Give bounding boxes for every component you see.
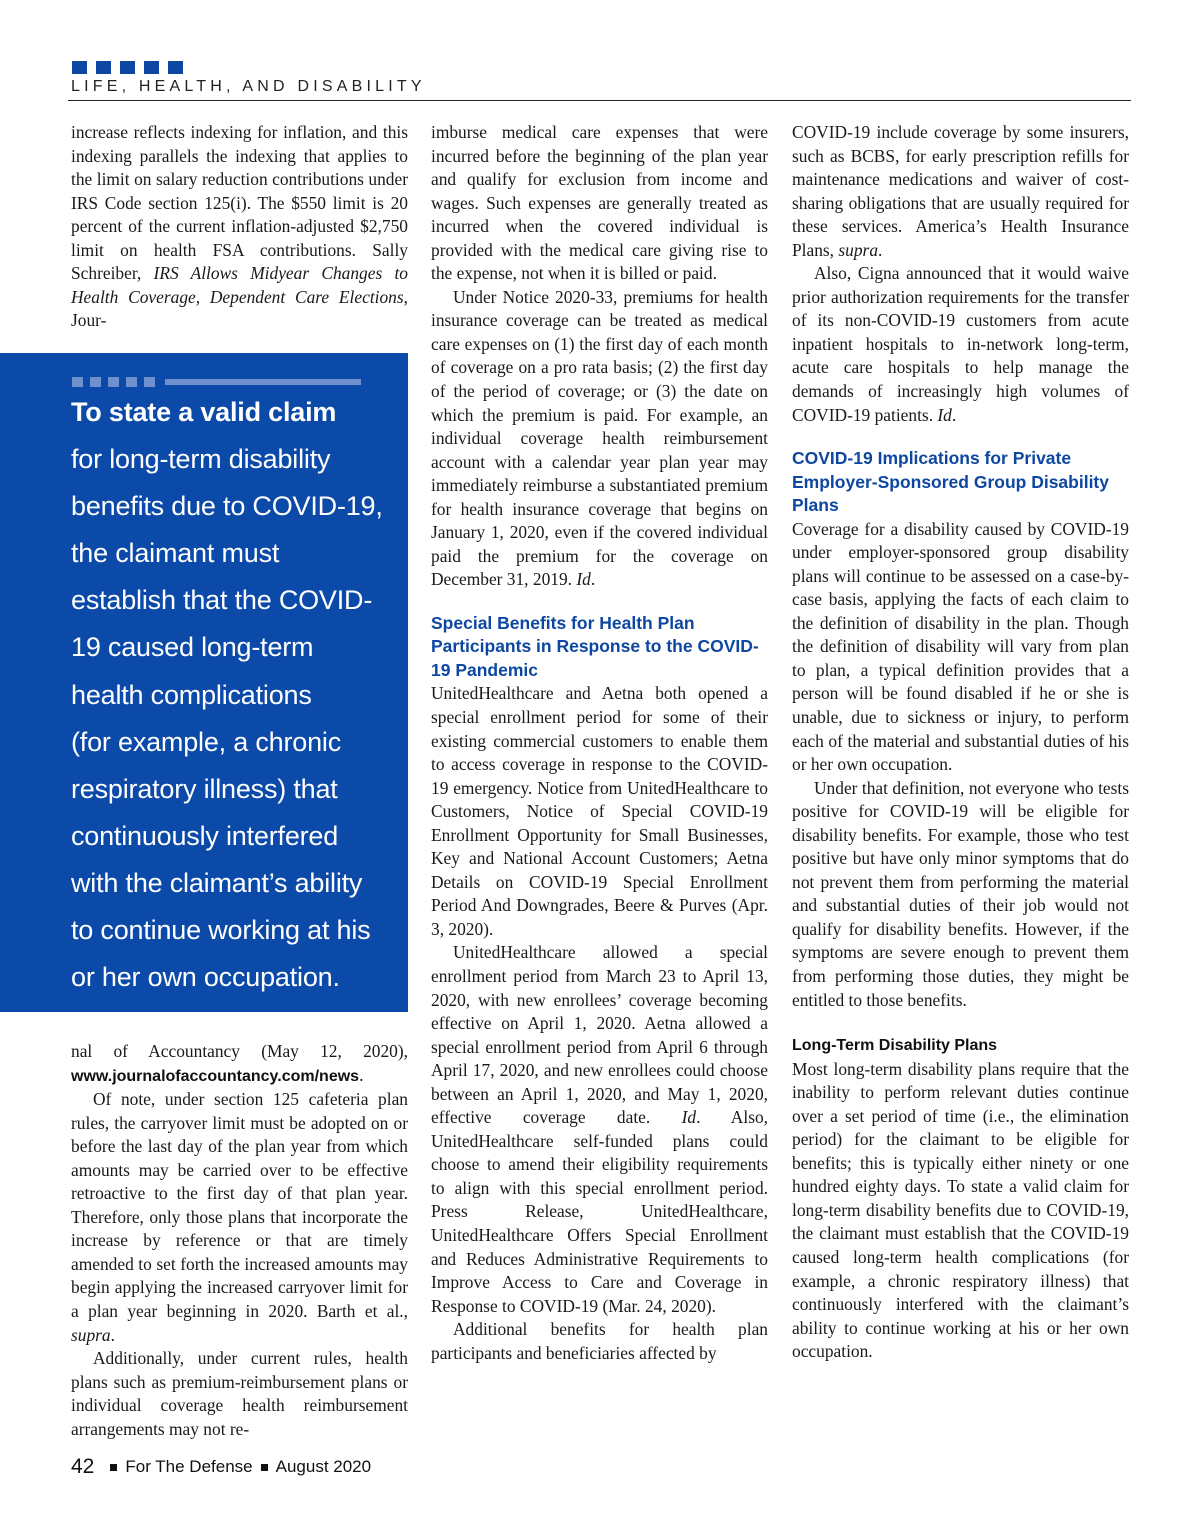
column-2 bbox=[431, 121, 768, 1365]
column-1 bbox=[71, 121, 408, 333]
header-square bbox=[168, 61, 183, 74]
column-1-continued bbox=[71, 1040, 408, 1441]
col3-paragraph-4: Under that definition, not everyone who tests positive for COVID-19 will be eligible for disability benefits. For example, those who test positive but have only minor symptoms that do not prevent them from performing the material and substantial duties of their job would not qualify for disability benefits. However, if the symptoms are severe enough to prevent them from performing those duties, they might be entitled to those benefits. bbox=[792, 777, 1129, 1010]
pull-quote bbox=[0, 353, 408, 1012]
subheading-long-term-disability: Long-Term Disability Plans bbox=[792, 1037, 998, 1055]
col2-paragraph-3: UnitedHealthcare and Aetna both opened a special enrollment period for some of their existing commercial customers to enable them to access coverage in response to the COVID-19 emergency. Notice from UnitedHealthcare to Customers, Notice of Special COVID-19 Enrollment Opportunity for Small Businesses, Key and National Account Customers; Aetna Details on COVID-19 Special Enrollment Period And Downgrades, Beere & Purves (Apr. 3, 2020). bbox=[431, 683, 768, 939]
pull-quote-lead: To state a valid claim bbox=[71, 397, 337, 427]
header-squares-decoration bbox=[72, 61, 183, 74]
col3-paragraph-1: COVID-19 include coverage by some insurers, such as BCBS, for early prescription refills for maintenance medications and waiver of cost-sharing obligations that are usually required for these services. America’s Health Insurance Plans, supra. bbox=[792, 122, 1129, 260]
journal-link[interactable]: www.journalofaccountancy.com/news bbox=[71, 1067, 360, 1085]
header-square bbox=[144, 61, 159, 74]
section-label: LIFE, HEALTH, AND DISABILITY bbox=[71, 78, 426, 95]
pull-quote-text: To state a valid claim for long-term disability benefits due to COVID-19, the claimant must establish that the COVID- 19 caused long-term health complications (for example, a chronic respiratory illness) that continuously interfered with the claimant’s ability to continue working at his or her own occupation. bbox=[71, 389, 401, 1001]
col3-paragraph-2: Also, Cigna announced that it would waive prior authorization requirements for the transfer of its non-COVID-19 customers from acute inpatient hospitals to in-network long-term, acute care hospitals to help manage the demands of increasingly high volumes of COVID-19 patients. Id. bbox=[792, 263, 1129, 425]
col1-paragraph-2: Of note, under section 125 cafeteria plan rules, the carryover limit must be adopted on or before the last day of the plan year from which amounts may be carried over to be effective retroactive to the first day of that plan year. Therefore, only those plans that incorporate the increase by reference or that are timely amended to set forth the increased amounts may begin applying the increased carryover limit for a plan year beginning in 2020. Barth et al., supra. bbox=[71, 1089, 408, 1345]
header-square bbox=[72, 61, 87, 74]
page-number: 42 bbox=[71, 1455, 95, 1478]
header-square bbox=[96, 61, 111, 74]
section-heading-special-benefits: Special Benefits for Health Plan Participants in Response to the COVID-19 Pandemic bbox=[431, 612, 759, 680]
col3-paragraph-3: Coverage for a disability caused by COVID-19 under employer-sponsored group disability plans will continue to be assessed on a case-by-case basis, applying the facts of each claim to the definition of disability in the plan. Though the definition of disability will vary from plan to plan, a typical definition provides that a person will be found disabled if he or she is unable, due to sickness or injury, to perform each of the material and substantial duties of his or her own occupation. bbox=[792, 518, 1129, 775]
col2-paragraph-5: Additional benefits for health plan participants and beneficiaries affected by bbox=[431, 1319, 768, 1363]
col1-paragraph-1-cont: nal of Accountancy (May 12, 2020), www.journalofaccountancy.com/news. bbox=[71, 1041, 408, 1085]
column-3 bbox=[792, 121, 1129, 1364]
article-title: IRS Allows Midyear Changes to Health Coverage, Dependent Care Elections bbox=[71, 263, 409, 307]
footer-bullet bbox=[110, 1464, 117, 1471]
col1-paragraph-1: increase reflects indexing for inflation, and this indexing parallels the indexing that applies to the limit on salary reduction contributions under IRS Code section 125(i). The $550 limit is 20 percent of the current inflation-adjusted $2,750 limit on health FSA contributions. Sally Schreiber, IRS Allows Midyear Changes to Health Coverage, Dependent Care Elections, Jour- bbox=[71, 122, 409, 331]
header-square bbox=[120, 61, 135, 74]
col1-paragraph-3: Additionally, under current rules, health plans such as premium-reimbursement plans or individual coverage health reimbursement arrangements may not re- bbox=[71, 1348, 408, 1439]
issue-date: August 2020 bbox=[275, 1457, 372, 1476]
pull-quote-ornament bbox=[72, 377, 361, 387]
col2-paragraph-1: imburse medical care expenses that were incurred before the beginning of the plan year and qualify for exclusion from income and wages. Such expenses are generally treated as incurred when the covered individual is provided with the medical care giving rise to the expense, not when it is billed or paid. bbox=[431, 122, 768, 284]
section-heading-covid-implications: COVID-19 Implications for Private Employer-Sponsored Group Disability Plans bbox=[792, 448, 1109, 516]
page-footer bbox=[71, 1455, 371, 1479]
footer-bullet bbox=[261, 1464, 268, 1471]
col2-paragraph-2: Under Notice 2020-33, premiums for health insurance coverage can be treated as medical care expenses on (1) the first day of each month of coverage on a pro rata basis; (2) the first day of the period of coverage; or (3) the date on which the premium is paid. For example, an individual coverage health reimbursement account with a calendar year plan year may immediately reimburse a substantiated premium for health insurance coverage that begins on January 1, 2020, even if the covered individual paid the premium for the coverage on December 31, 2019. Id. bbox=[431, 286, 768, 590]
col3-paragraph-5: Most long-term disability plans require that the inability to perform relevant duties continue over a set period of time (i.e., the elimination period) for the claimant to be eligible for benefits; this is typically either ninety or one hundred eighty days. To state a valid claim for long-term disability benefits due to COVID-19, the claimant must establish that the COVID-19 caused long-term health complications (for example, a chronic respiratory illness) that continuously interfered with the claimant’s ability to continue working at his or her own occupation. bbox=[792, 1058, 1129, 1362]
col2-paragraph-4: UnitedHealthcare allowed a special enrollment period from March 23 to April 13, 2020, with new enrollees’ coverage becoming effective on April 1, 2020. Aetna allowed a special enrollment period from April 6 through April 17, 2020, and new enrollees could choose between an April 1, 2020, and May 1, 2020, effective coverage date. Id. Also, UnitedHealthcare self-funded plans could choose to amend their eligibility requirements to align with this special enrollment period. Press Release, UnitedHealthcare, UnitedHealthcare Offers Special Enrollment and Reduces Administrative Requirements to Improve Access to Care and Coverage in Response to COVID-19 (Mar. 24, 2020). bbox=[431, 942, 768, 1316]
header-divider bbox=[68, 100, 1131, 101]
publication-name: For The Defense bbox=[125, 1457, 253, 1476]
